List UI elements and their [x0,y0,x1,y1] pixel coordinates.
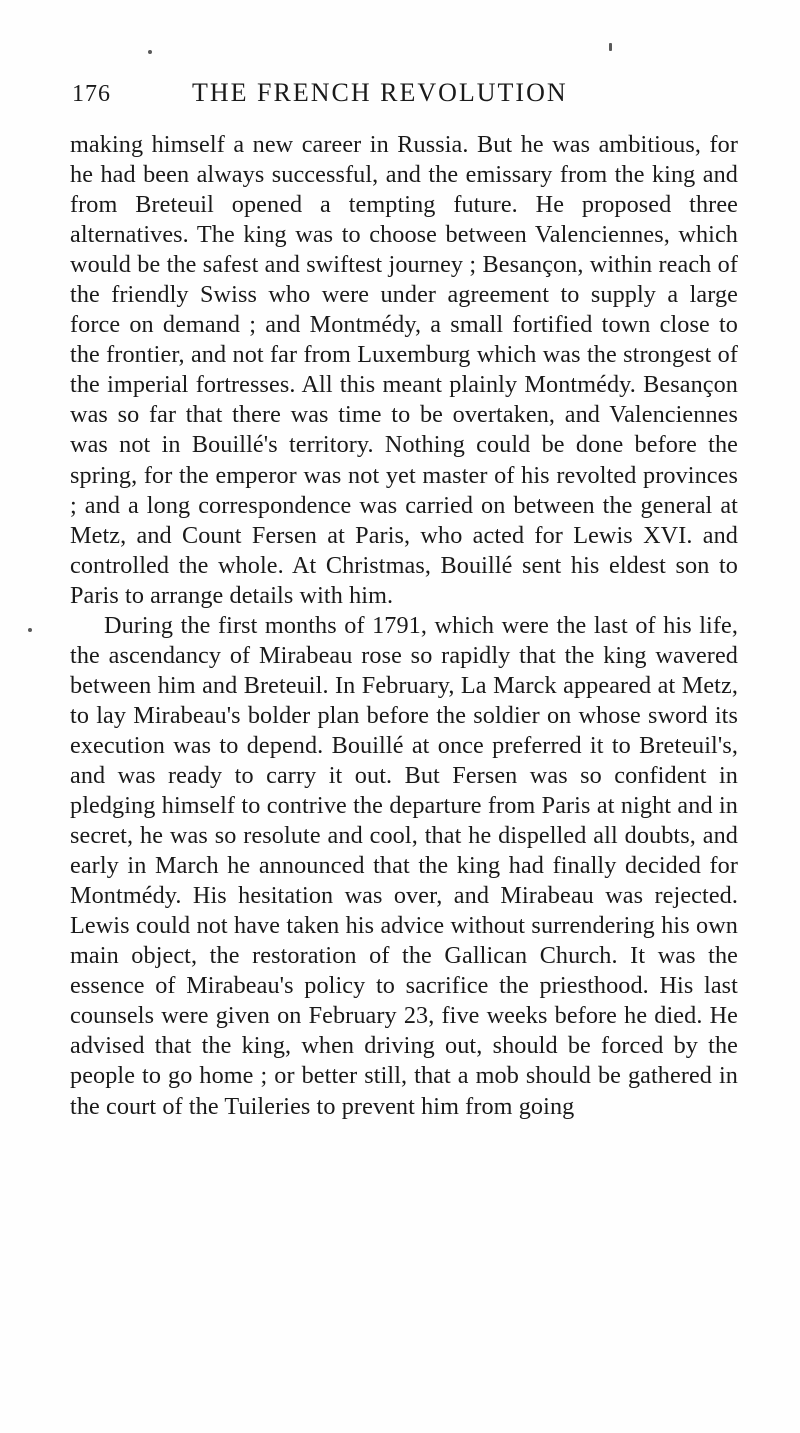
ink-speck [28,628,32,632]
page-header [72,78,738,108]
running-title: THE FRENCH REVOLUTION [192,78,568,107]
ink-speck [148,50,152,54]
paragraph-1: making himself a new career in Russia. But he was ambitious, for he had been always successful, and the emissary from the king and from Breteuil opened a tempting future. He proposed three alternatives. The king was to choose between Valenciennes, which would be the safest and swiftest journey ; Besançon, within reach of the friendly Swiss who were under agreement to supply a large force on demand ; and Montmédy, a small fortified town close to the frontier, and not far from Luxemburg which was the strongest of the imperial fortresses. All this meant plainly Montmédy. Besançon was so far that there was time to be overtaken, and Valenciennes was not in Bouillé's territory. Nothing could be done before the spring, for the emperor was not yet master of his revolted provinces ; and a long correspondence was carried on between the general at Metz, and Count Fersen at Paris, who acted for Lewis XVI. and controlled the whole. At Christmas, Bouillé sent his eldest son to Paris to arrange details with him. [70,131,738,609]
ink-speck [609,43,612,51]
body-text [70,130,738,1122]
page-number: 176 [72,81,111,107]
paragraph-2: During the first months of 1791, which were the last of his life, the ascendancy of Mirabeau rose so rapidly that the king wavered between him and Breteuil. In February, La Marck appeared at Metz, to lay Mirabeau's bolder plan before the soldier on whose sword its execution was to depend. Bouillé at once preferred it to Breteuil's, and was ready to carry it out. But Fersen was so confident in pledging himself to contrive the departure from Paris at night and in secret, he was so resolute and cool, that he dispelled all doubts, and early in March he announced that the king had finally decided for Montmédy. His hesitation was over, and Mirabeau was rejected. Lewis could not have taken his advice without surrendering his own main object, the restoration of the Gallican Church. It was the essence of Mirabeau's policy to sacrifice the priesthood. His last counsels were given on February 23, five weeks before he died. He advised that the king, when driving out, should be forced by the people to go home ; or better still, that a mob should be gathered in the court of the Tuileries to prevent him from going [70,611,738,1120]
